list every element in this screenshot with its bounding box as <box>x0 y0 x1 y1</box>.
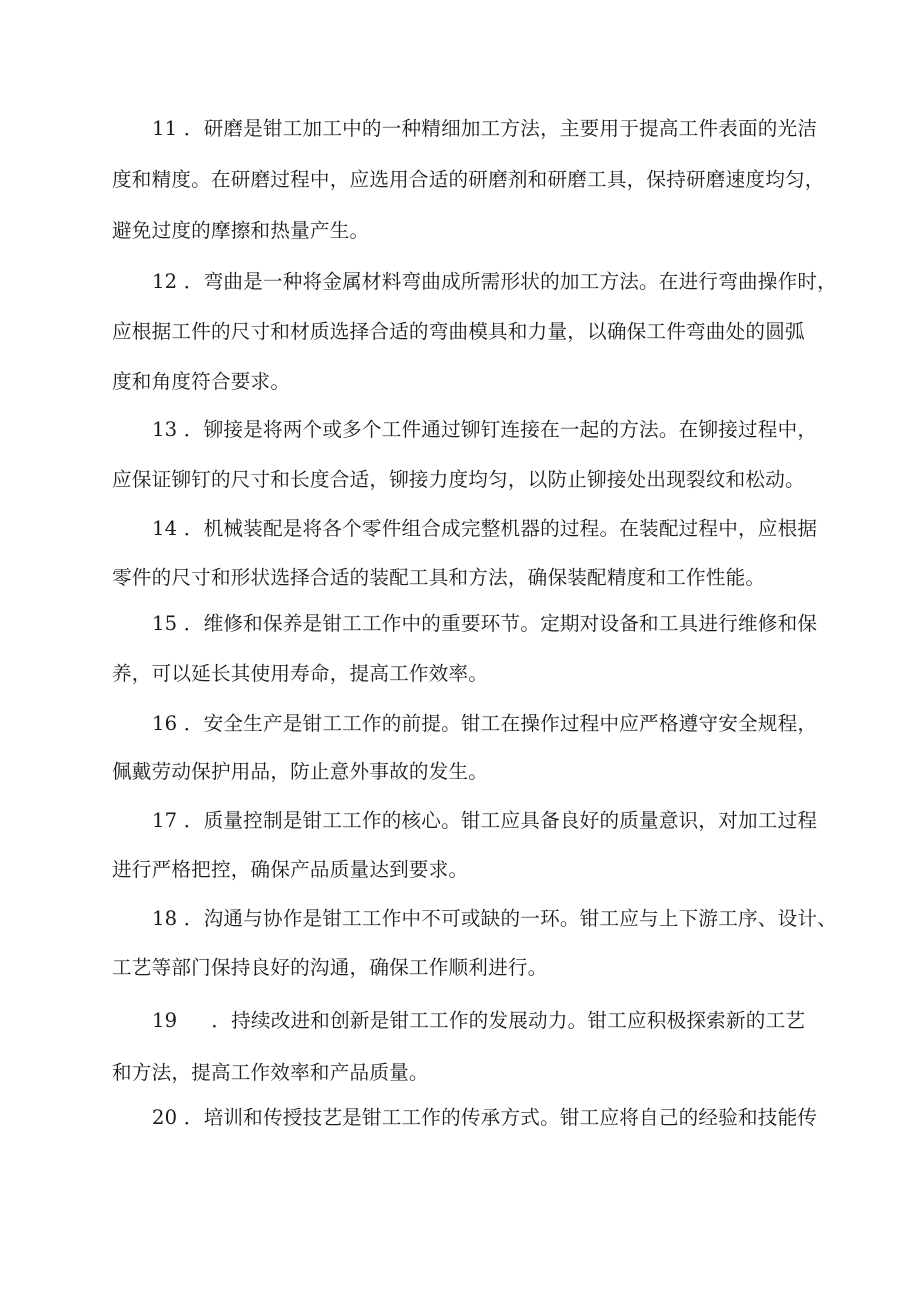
paragraph-14-line-2: 零件的尺寸和形状选择合适的装配工具和方法，确保装配精度和工作性能。 <box>112 566 766 589</box>
paragraph-12-line-1 <box>152 270 837 294</box>
paragraph-number: 11 <box>152 117 178 140</box>
paragraph-text: ．铆接是将两个或多个工件通过铆钉连接在一起的方法。在铆接过程中， <box>183 418 818 441</box>
paragraph-17-line-1 <box>152 809 817 833</box>
paragraph-text: ．安全生产是钳工工作的前提。钳工在操作过程中应严格遵守安全规程， <box>183 712 818 735</box>
paragraph-number: 12 <box>152 270 178 293</box>
paragraph-number: 20 <box>152 1106 178 1129</box>
paragraph-11-line-2: 度和精度。在研磨过程中，应选用合适的研磨剂和研磨工具，保持研磨速度均匀， <box>112 168 825 191</box>
paragraph-20-line-1 <box>152 1106 817 1130</box>
paragraph-number: 13 <box>152 418 178 441</box>
paragraph-16-line-1 <box>152 712 817 736</box>
paragraph-number: 16 <box>152 712 178 735</box>
paragraph-19-line-1 <box>152 1009 805 1033</box>
paragraph-number: 15 <box>152 612 178 635</box>
paragraph-18-line-2: 工艺等部门保持良好的沟通，确保工作顺利进行。 <box>112 956 548 979</box>
paragraph-19-line-2: 和方法，提高工作效率和产品质量。 <box>112 1061 429 1084</box>
paragraph-12-line-2: 应根据工件的尺寸和材质选择合适的弯曲模具和力量，以确保工件弯曲处的圆弧 <box>112 320 805 343</box>
paragraph-13-line-1 <box>152 418 817 442</box>
paragraph-16-line-2: 佩戴劳动保护用品，防止意外事故的发生。 <box>112 760 489 783</box>
paragraph-18-line-1 <box>152 907 837 931</box>
paragraph-11-line-3: 避免过度的摩擦和热量产生。 <box>112 219 370 242</box>
paragraph-text: ．质量控制是钳工工作的核心。钳工应具备良好的质量意识，对加工过程 <box>183 809 818 832</box>
paragraph-text: ．持续改进和创新是钳工工作的发展动力。钳工应积极探索新的工艺 <box>211 1009 806 1032</box>
paragraph-text: ．机械装配是将各个零件组合成完整机器的过程。在装配过程中，应根据 <box>183 517 818 540</box>
paragraph-text: ．弯曲是一种将金属材料弯曲成所需形状的加工方法。在进行弯曲操作时， <box>183 270 837 293</box>
paragraph-text: ．沟通与协作是钳工工作中不可或缺的一环。钳工应与上下游工序、设计、 <box>183 907 837 930</box>
paragraph-13-line-2: 应保证铆钉的尺寸和长度合适，铆接力度均匀，以防止铆接处出现裂纹和松动。 <box>112 468 805 491</box>
paragraph-number: 19 <box>152 1009 178 1032</box>
paragraph-12-line-3: 度和角度符合要求。 <box>112 370 291 393</box>
paragraph-15-line-1 <box>152 612 817 636</box>
paragraph-number: 14 <box>152 517 178 540</box>
paragraph-text: ．培训和传授技艺是钳工工作的传承方式。钳工应将自己的经验和技能传 <box>183 1106 818 1129</box>
paragraph-11-line-1 <box>152 117 817 141</box>
paragraph-17-line-2: 进行严格把控，确保产品质量达到要求。 <box>112 858 469 881</box>
paragraph-number: 17 <box>152 809 178 832</box>
paragraph-text: ．维修和保养是钳工工作中的重要环节。定期对设备和工具进行维修和保 <box>183 612 818 635</box>
paragraph-15-line-2: 养，可以延长其使用寿命，提高工作效率。 <box>112 662 489 685</box>
paragraph-14-line-1 <box>152 517 817 541</box>
paragraph-number: 18 <box>152 907 178 930</box>
paragraph-text: ．研磨是钳工加工中的一种精细加工方法，主要用于提高工件表面的光洁 <box>183 117 818 140</box>
